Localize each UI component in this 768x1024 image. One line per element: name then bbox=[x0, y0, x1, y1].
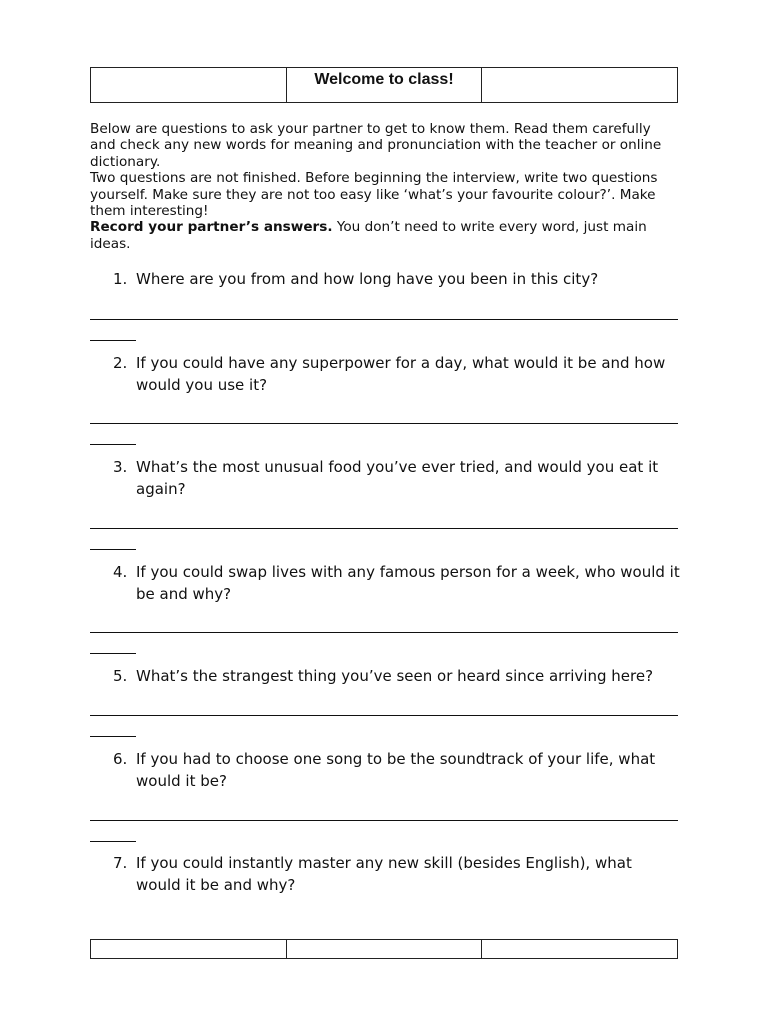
page-title: Welcome to class! bbox=[314, 71, 454, 88]
instructions-paragraph-3 bbox=[90, 219, 680, 252]
question-number: 7. bbox=[113, 854, 128, 872]
question-3 bbox=[90, 457, 680, 500]
question-number: 3. bbox=[113, 458, 128, 476]
question-text: If you could instantly master any new skill (besides English), what would it be and why? bbox=[136, 854, 632, 894]
question-number: 6. bbox=[113, 750, 128, 768]
question-number: 1. bbox=[113, 270, 128, 288]
answer-line-6a bbox=[90, 820, 678, 821]
answer-line-1b bbox=[90, 340, 136, 341]
instructions-bold-text: Record your partner’s answers. bbox=[90, 219, 333, 236]
question-1 bbox=[90, 269, 680, 291]
question-number: 4. bbox=[113, 563, 128, 581]
question-6 bbox=[90, 749, 680, 792]
question-number: 5. bbox=[113, 667, 128, 685]
question-number: 2. bbox=[113, 354, 128, 372]
question-text: Where are you from and how long have you been in this city? bbox=[136, 270, 599, 288]
question-text: What’s the most unusual food you’ve ever tried, and would you eat it again? bbox=[136, 458, 659, 498]
header-cell-left bbox=[91, 68, 287, 103]
question-text: If you could have any superpower for a day, what would it be and how would you use it? bbox=[136, 354, 666, 394]
header-cell-right bbox=[482, 68, 678, 103]
answer-line-6b bbox=[90, 841, 136, 842]
header-table bbox=[90, 67, 678, 103]
answer-line-3b bbox=[90, 549, 136, 550]
instructions bbox=[90, 121, 680, 252]
footer-table bbox=[90, 939, 678, 959]
answer-line-4a bbox=[90, 632, 678, 633]
question-4 bbox=[90, 562, 680, 605]
instructions-rest-text: You don’t need to write every word, just main ideas. bbox=[90, 219, 647, 252]
question-text: If you could swap lives with any famous person for a week, who would it be and why? bbox=[136, 563, 680, 603]
instructions-paragraph-1: Below are questions to ask your partner to get to know them. Read them carefully and check any new words for meaning and pronunciation with the teacher or online dictionary. bbox=[90, 121, 662, 170]
footer-cell-right bbox=[482, 940, 678, 959]
answer-line-5a bbox=[90, 715, 678, 716]
header-cell-center bbox=[286, 68, 482, 103]
question-text: If you had to choose one song to be the soundtrack of your life, what would it be? bbox=[136, 750, 656, 790]
question-5 bbox=[90, 666, 680, 688]
footer-cell-left bbox=[91, 940, 287, 959]
answer-line-1a bbox=[90, 319, 678, 320]
answer-line-2b bbox=[90, 444, 136, 445]
question-2 bbox=[90, 353, 680, 396]
answer-line-2a bbox=[90, 423, 678, 424]
instructions-paragraph-2: Two questions are not finished. Before beginning the interview, write two questions yourself. Make sure they are not too easy like ‘what’s your favourite colour?’. Make them interesting! bbox=[90, 170, 658, 220]
answer-line-3a bbox=[90, 528, 678, 529]
answer-line-4b bbox=[90, 653, 136, 654]
answer-line-5b bbox=[90, 736, 136, 737]
footer-cell-center bbox=[286, 940, 482, 959]
question-text: What’s the strangest thing you’ve seen or heard since arriving here? bbox=[136, 667, 654, 685]
question-7 bbox=[90, 853, 680, 896]
